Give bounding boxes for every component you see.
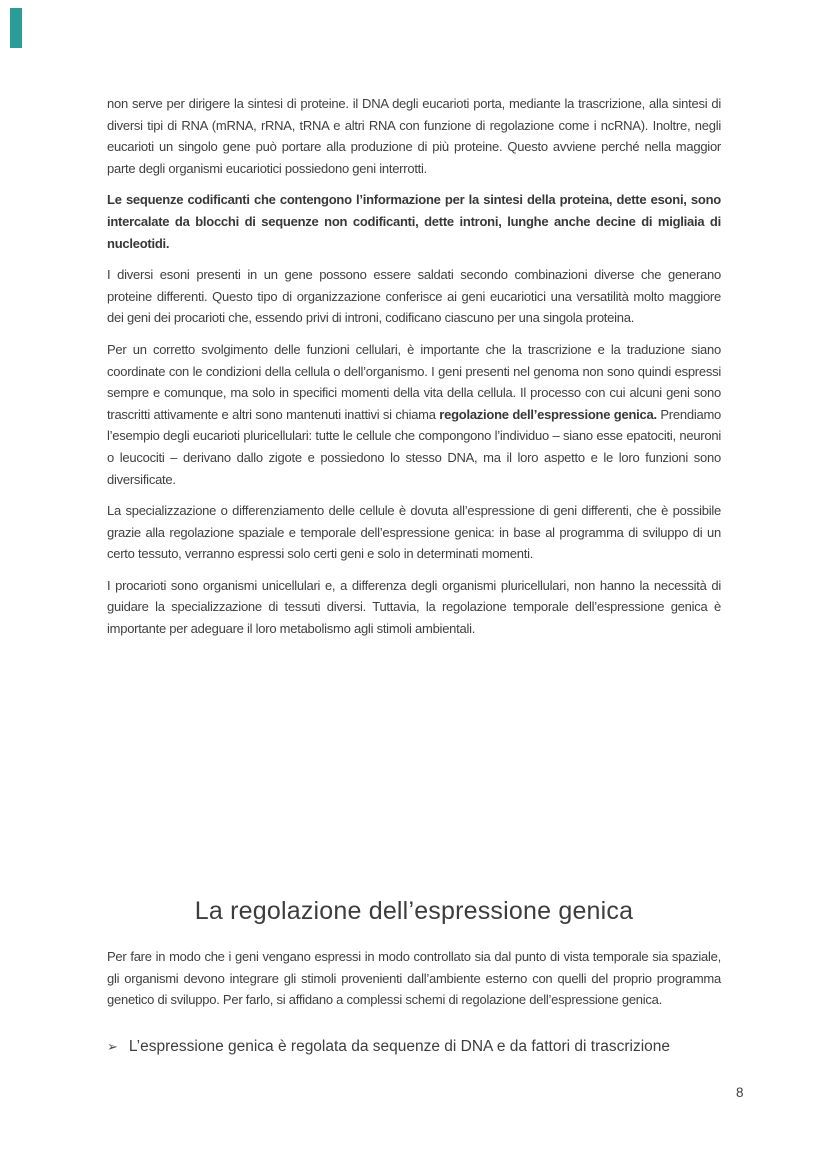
body-text-block-lower	[107, 946, 721, 1021]
bullet-item	[107, 1036, 747, 1058]
section-heading: La regolazione dell’espressione genica	[194, 897, 634, 925]
paragraph	[107, 500, 721, 565]
text-run: I procarioti sono organismi unicellulari e, a differenza degli organismi pluricellulari, non hanno la necessità di guidare la specializzazione di tessuti diversi. Tuttavia, la regolazione temporale dell’espressione genica è importante per adeguare il loro metabolismo agli stimoli ambientali.	[107, 577, 721, 637]
bullet-text: L’espressione genica è regolata da sequenze di DNA e da fattori di trascrizione	[128, 1038, 671, 1055]
text-run: Per fare in modo che i geni vengano espressi in modo controllato sia dal punto di vista temporale sia spaziale, gli organismi devono integrare gli stimoli provenienti dall’ambiente esterno con quelli del proprio programma genetico di sviluppo. Per farlo, si affidano a complessi schemi di regolazione dell’espressione genica.	[107, 949, 721, 1008]
page-number: 8	[736, 1085, 744, 1100]
text-run: La specializzazione o differenziamento delle cellule è dovuta all’espressione di geni differenti, che è possibile grazie alla regolazione spaziale e temporale dell’espressione genica: in base al programma di sviluppo di un certo tessuto, verranno espressi solo certi geni e solo in determinati momenti.	[107, 503, 721, 562]
text-run: non serve per dirigere la sintesi di proteine. il DNA degli eucarioti porta, mediante la trascrizione, alla sintesi di diversi tipi di RNA (mRNA, rRNA, tRNA e altri RNA con funzione di regolazione come i ncRNA). Inoltre, negli eucarioti un singolo gene può portare alla produzione di più proteine. Questo avviene perché nella maggior parte degli organismi eucariotici possiedono geni interrotti.	[107, 96, 721, 176]
text-run: Per un corretto svolgimento delle funzioni cellulari, è importante che la trascrizione e la traduzione siano coordinate con le condizioni della cellula o dell’organismo. I geni presenti nel genoma non sono quindi espressi sempre e comunque, ma solo in specifici momenti della vita della cellula. Il processo con cui alcuni geni sono trascritti attivamente e altri sono mantenuti inattivi si chiama	[107, 341, 721, 422]
bold-text-run: regolazione dell’espressione genica.	[439, 406, 657, 422]
arrow-bullet-icon: ➢	[107, 1039, 118, 1054]
corner-mark	[10, 8, 22, 48]
text-run: I diversi esoni presenti in un gene possono essere saldati secondo combinazioni diverse che generano proteine differenti. Questo tipo di organizzazione conferisce ai geni eucariotici una versatilità molto maggiore dei geni dei procarioti che, essendo privi di introni, codificano ciascuno per una singola proteina.	[107, 267, 721, 326]
bold-text-run: Le sequenze codificanti che contengono l’informazione per la sintesi della proteina, dette esoni, sono intercalate da blocchi di sequenze non codificanti, dette introni, lunghe anche decine di migliaia di nucleotidi.	[107, 192, 721, 251]
paragraph	[107, 575, 721, 640]
paragraph	[107, 946, 721, 1011]
paragraph	[107, 93, 721, 179]
paragraph	[107, 189, 721, 254]
text-run: Prendiamo l’esempio degli eucarioti pluricellulari: tutte le cellule che compongono l’individuo – siano esse epatociti, neuroni o leucociti – derivano dallo zigote e possiedono lo stesso DNA, ma il loro aspetto e le loro funzioni sono diversificate.	[107, 406, 721, 487]
body-text-block-upper	[107, 93, 721, 650]
paragraph	[107, 339, 721, 490]
paragraph	[107, 264, 721, 329]
